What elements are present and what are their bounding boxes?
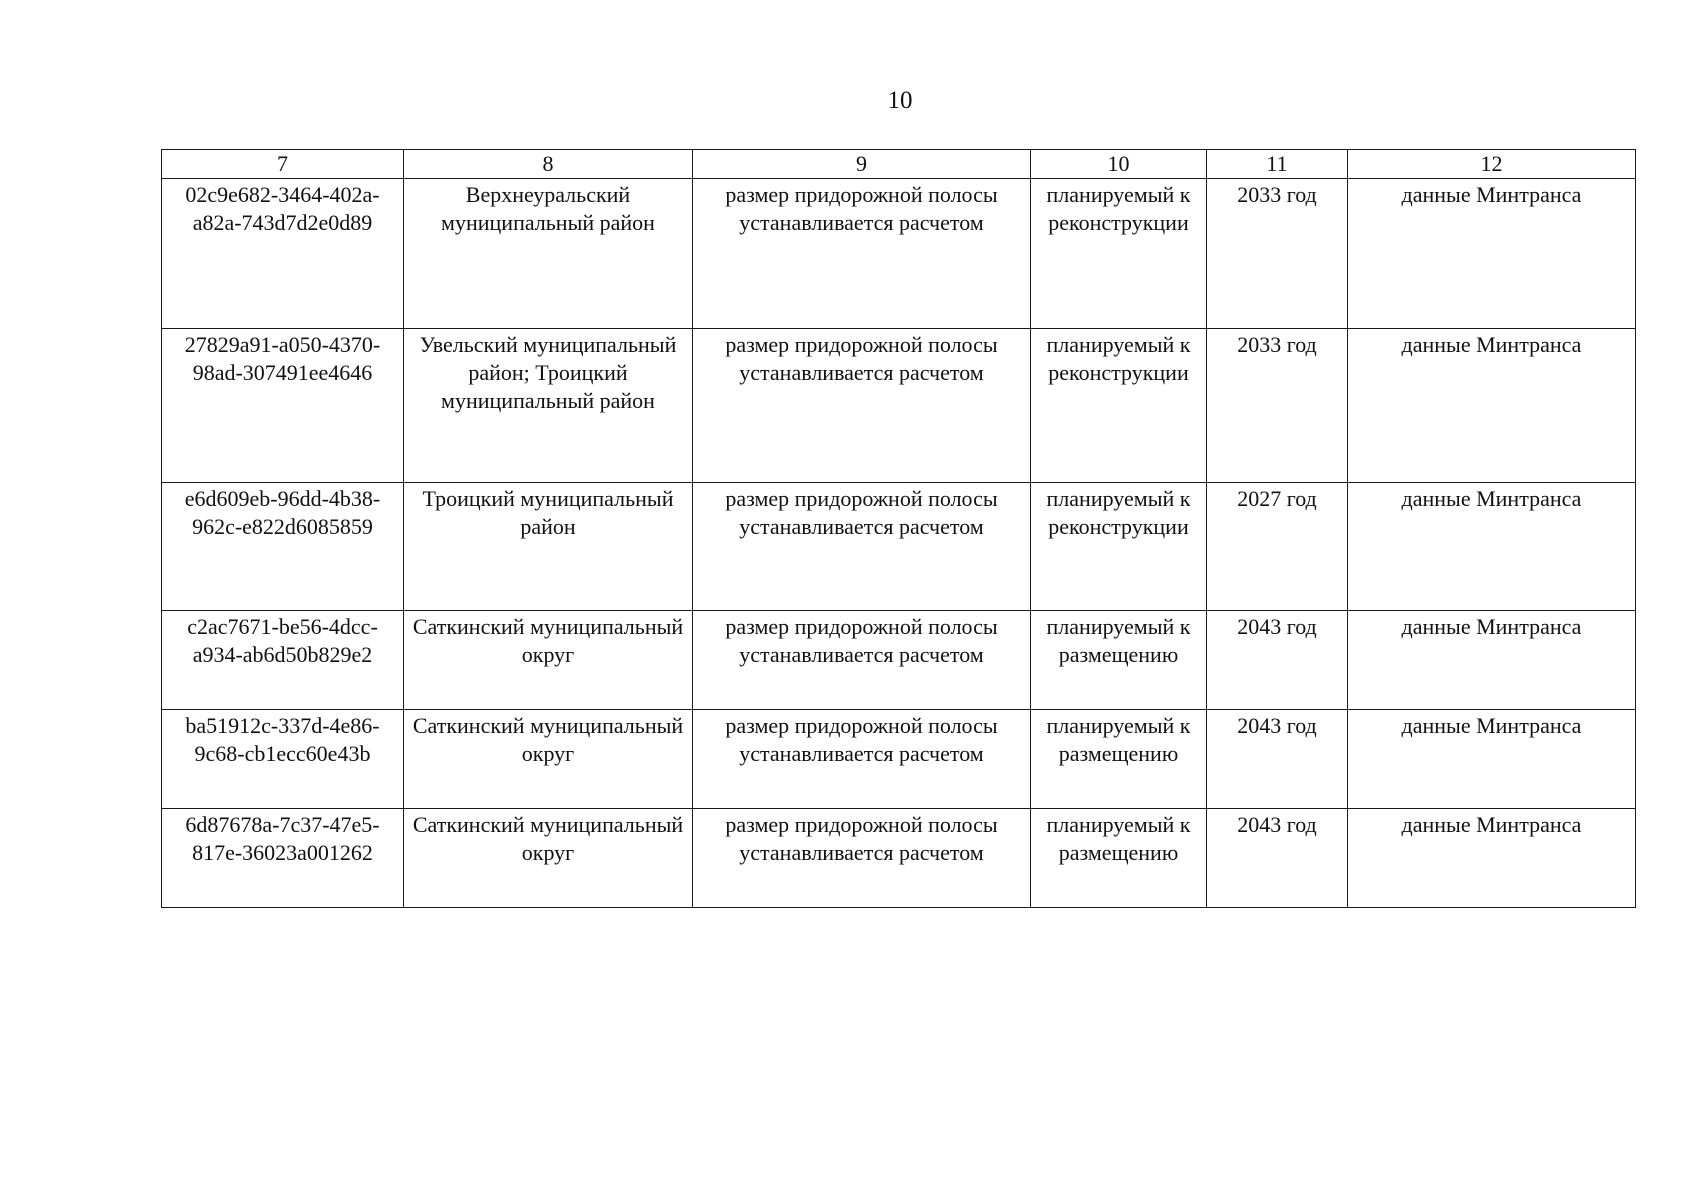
table-row [162,179,1636,329]
object-id-line: a82a-743d7d2e0d89 [192,210,373,235]
status-cell: планируемый к реконструкции [1031,483,1207,611]
source-cell: данные Минтранса [1348,809,1636,908]
source-cell: данные Минтранса [1348,483,1636,611]
region-cell: Троицкий муниципальный район [404,483,693,611]
header-row [162,150,1636,179]
year-cell: 2033 год [1207,179,1348,329]
object-id-line: 98ad-307491ee4646 [192,360,373,385]
header-col-12: 12 [1348,150,1636,179]
object-id-cell [162,809,404,908]
object-id-line: 9c68-cb1ecc60e43b [194,741,371,766]
status-cell: планируемый к реконструкции [1031,329,1207,483]
object-id-cell [162,611,404,710]
zone-cell: размер придорожной полосы устанавливается расчетом [693,179,1031,329]
status-cell: планируемый к размещению [1031,611,1207,710]
object-id-line: 962c-e822d6085859 [192,514,373,539]
region-cell: Саткинский муниципальный округ [404,710,693,809]
year-cell: 2043 год [1207,809,1348,908]
object-id-line: 6d87678a-7c37-47e5- [185,812,380,837]
object-id-line: 27829a91-a050-4370- [184,332,381,357]
object-id-line: 817e-36023a001262 [192,840,373,865]
object-id-line: a934-ab6d50b829e2 [192,642,373,667]
year-cell: 2043 год [1207,710,1348,809]
region-cell: Увельский муниципальный район; Троицкий муниципальный район [404,329,693,483]
region-cell: Саткинский муниципальный округ [404,809,693,908]
year-cell: 2033 год [1207,329,1348,483]
object-id-cell [162,179,404,329]
year-cell: 2043 год [1207,611,1348,710]
object-id-cell [162,710,404,809]
object-id-line: ba51912c-337d-4e86- [185,713,380,738]
table-row [162,483,1636,611]
table-row [162,710,1636,809]
data-table [161,149,1636,908]
page-number: 10 [887,87,913,114]
year-cell: 2027 год [1207,483,1348,611]
header-col-10: 10 [1031,150,1207,179]
table-row [162,611,1636,710]
source-cell: данные Минтранса [1348,710,1636,809]
header-col-9: 9 [693,150,1031,179]
status-cell: планируемый к реконструкции [1031,179,1207,329]
status-cell: планируемый к размещению [1031,710,1207,809]
header-col-11: 11 [1207,150,1348,179]
source-cell: данные Минтранса [1348,179,1636,329]
source-cell: данные Минтранса [1348,611,1636,710]
header-col-7: 7 [162,150,404,179]
zone-cell: размер придорожной полосы устанавливается расчетом [693,329,1031,483]
object-id-line: 02c9e682-3464-402a- [185,182,380,207]
object-id-line: e6d609eb-96dd-4b38- [184,486,381,511]
table-row [162,329,1636,483]
zone-cell: размер придорожной полосы устанавливается расчетом [693,809,1031,908]
object-id-line: c2ac7671-be56-4dcc- [187,614,378,639]
zone-cell: размер придорожной полосы устанавливается расчетом [693,710,1031,809]
status-cell: планируемый к размещению [1031,809,1207,908]
object-id-cell [162,483,404,611]
region-cell: Верхнеуральский муниципальный район [404,179,693,329]
header-col-8: 8 [404,150,693,179]
source-cell: данные Минтранса [1348,329,1636,483]
object-id-cell [162,329,404,483]
table-row [162,809,1636,908]
zone-cell: размер придорожной полосы устанавливается расчетом [693,483,1031,611]
zone-cell: размер придорожной полосы устанавливается расчетом [693,611,1031,710]
region-cell: Саткинский муниципальный округ [404,611,693,710]
